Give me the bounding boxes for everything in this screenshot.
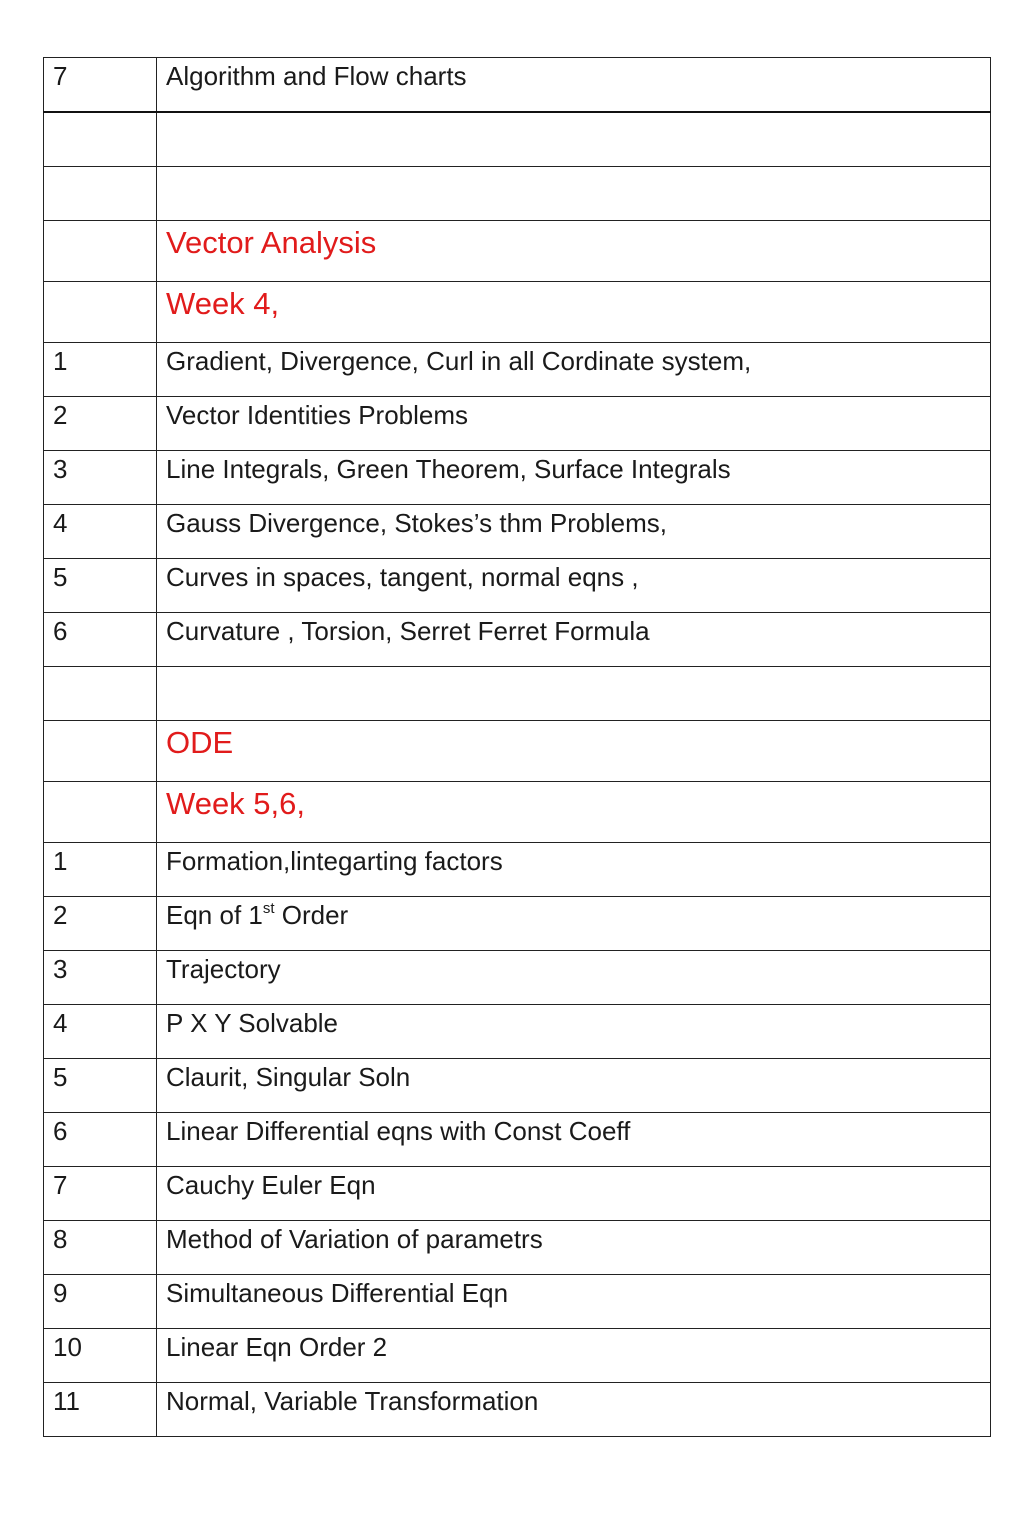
week-heading-row (44, 782, 991, 843)
row-topic: Simultaneous Differential Eqn (157, 1275, 991, 1329)
row-number: 3 (44, 451, 157, 505)
row-number: 5 (44, 1059, 157, 1113)
row-number: 3 (44, 951, 157, 1005)
row-number: 2 (44, 897, 157, 951)
table-row (44, 613, 991, 667)
table-row-blank (44, 167, 991, 221)
table-row (44, 1221, 991, 1275)
row-number: 6 (44, 613, 157, 667)
table-row (44, 843, 991, 897)
row-number: 6 (44, 1113, 157, 1167)
row-topic (157, 897, 991, 951)
row-topic: Linear Differential eqns with Const Coeff (157, 1113, 991, 1167)
table-row (44, 1113, 991, 1167)
row-number: 8 (44, 1221, 157, 1275)
row-topic (157, 112, 991, 167)
table-row (44, 343, 991, 397)
section-heading-row (44, 721, 991, 782)
table-row (44, 451, 991, 505)
table-row (44, 1329, 991, 1383)
table-row-blank (44, 667, 991, 721)
row-number: 11 (44, 1383, 157, 1437)
row-topic (157, 167, 991, 221)
table-row (44, 951, 991, 1005)
table-row (44, 1275, 991, 1329)
row-topic: Formation,lintegarting factors (157, 843, 991, 897)
week-title: Week 5,6, (157, 782, 991, 843)
table-row (44, 1383, 991, 1437)
section-title: ODE (157, 721, 991, 782)
row-number: 4 (44, 505, 157, 559)
row-topic: Gradient, Divergence, Curl in all Cordinate system, (157, 343, 991, 397)
row-topic: P X Y Solvable (157, 1005, 991, 1059)
row-number: 5 (44, 559, 157, 613)
row-number: 4 (44, 1005, 157, 1059)
row-topic: Curves in spaces, tangent, normal eqns , (157, 559, 991, 613)
row-number: 9 (44, 1275, 157, 1329)
row-number: 1 (44, 843, 157, 897)
row-number (44, 167, 157, 221)
table-row (44, 897, 991, 951)
row-number (44, 221, 157, 282)
row-topic: Gauss Divergence, Stokes’s thm Problems, (157, 505, 991, 559)
row-topic: Curvature , Torsion, Serret Ferret Formula (157, 613, 991, 667)
row-number (44, 282, 157, 343)
table-row (44, 58, 991, 113)
row-number: 7 (44, 1167, 157, 1221)
table-row (44, 505, 991, 559)
row-topic: Trajectory (157, 951, 991, 1005)
topic-text-after: Order (274, 900, 349, 930)
table-row (44, 559, 991, 613)
table-row (44, 1167, 991, 1221)
topic-text: Eqn of 1 (166, 900, 263, 930)
row-number: 1 (44, 343, 157, 397)
section-title: Vector Analysis (157, 221, 991, 282)
row-number: 2 (44, 397, 157, 451)
row-number (44, 782, 157, 843)
row-number (44, 112, 157, 167)
week-title: Week 4, (157, 282, 991, 343)
week-heading-row (44, 282, 991, 343)
row-topic: Vector Identities Problems (157, 397, 991, 451)
row-topic: Claurit, Singular Soln (157, 1059, 991, 1113)
syllabus-table (43, 57, 991, 1437)
row-number (44, 667, 157, 721)
row-topic: Method of Variation of parametrs (157, 1221, 991, 1275)
syllabus-page (43, 57, 991, 1437)
row-topic: Normal, Variable Transformation (157, 1383, 991, 1437)
table-row (44, 397, 991, 451)
table-row (44, 1005, 991, 1059)
table-row (44, 1059, 991, 1113)
row-number: 10 (44, 1329, 157, 1383)
row-topic: Line Integrals, Green Theorem, Surface Integrals (157, 451, 991, 505)
ordinal-superscript: st (262, 900, 275, 917)
section-heading-row (44, 221, 991, 282)
row-topic: Algorithm and Flow charts (157, 58, 991, 113)
row-topic: Cauchy Euler Eqn (157, 1167, 991, 1221)
row-number: 7 (44, 58, 157, 113)
table-row-blank (44, 112, 991, 167)
row-number (44, 721, 157, 782)
row-topic: Linear Eqn Order 2 (157, 1329, 991, 1383)
row-topic (157, 667, 991, 721)
